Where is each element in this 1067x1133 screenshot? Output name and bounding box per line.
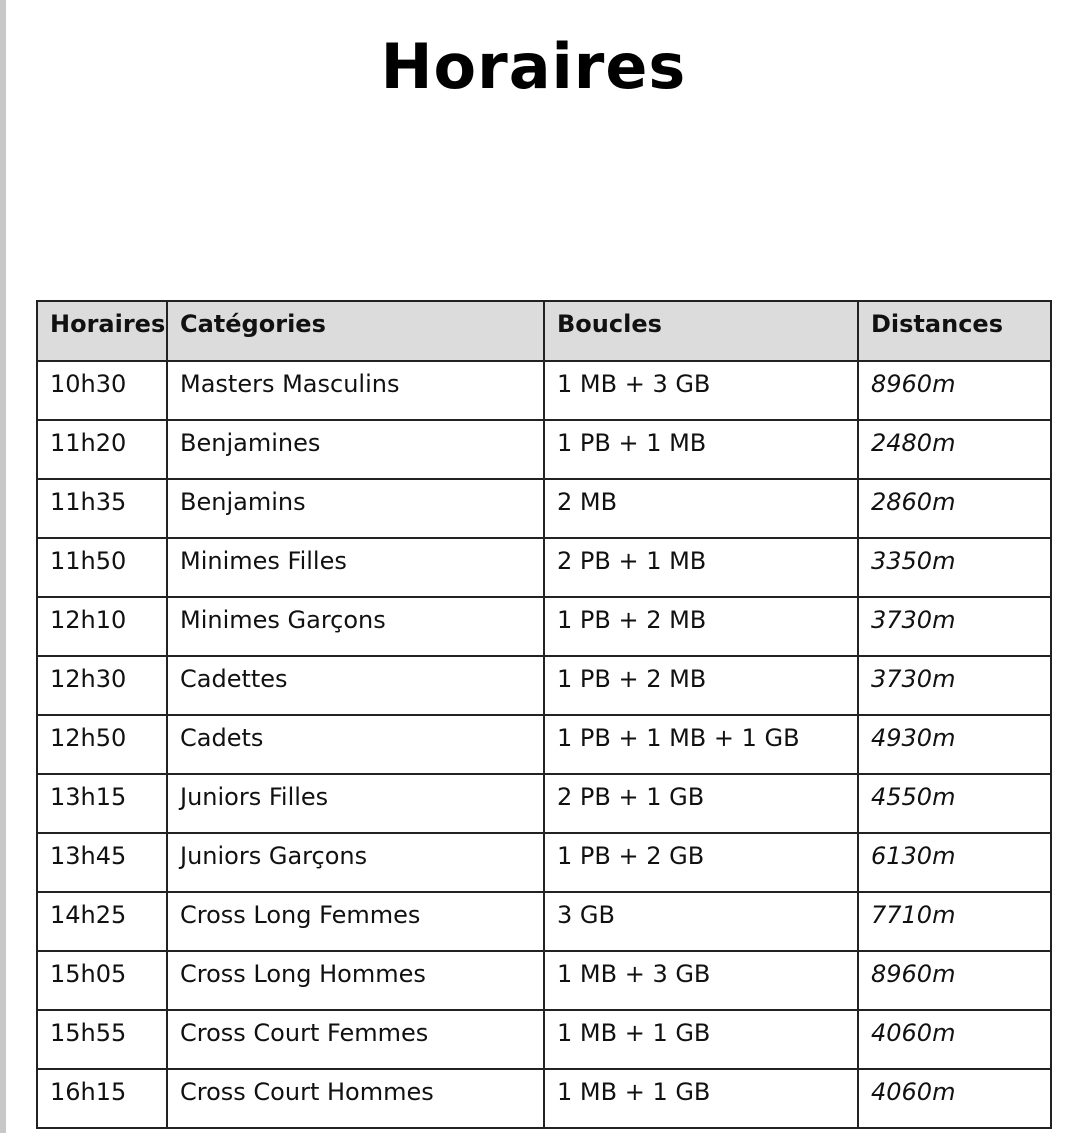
cell-time: 12h30 bbox=[37, 656, 167, 715]
cell-time: 12h10 bbox=[37, 597, 167, 656]
table-row bbox=[37, 479, 1051, 538]
cell-category: Cadets bbox=[167, 715, 544, 774]
cell-category: Benjamins bbox=[167, 479, 544, 538]
cell-time: 11h20 bbox=[37, 420, 167, 479]
cell-loops: 1 PB + 1 MB bbox=[544, 420, 858, 479]
header-distances: Distances bbox=[858, 301, 1051, 361]
cell-time: 12h50 bbox=[37, 715, 167, 774]
header-categories: Catégories bbox=[167, 301, 544, 361]
cell-loops: 1 MB + 1 GB bbox=[544, 1010, 858, 1069]
cell-time: 16h15 bbox=[37, 1069, 167, 1128]
cell-category: Cross Court Femmes bbox=[167, 1010, 544, 1069]
cell-distance: 4550m bbox=[858, 774, 1051, 833]
cell-category: Minimes Garçons bbox=[167, 597, 544, 656]
cell-category: Masters Masculins bbox=[167, 361, 544, 420]
table-row bbox=[37, 951, 1051, 1010]
cell-distance: 7710m bbox=[858, 892, 1051, 951]
header-boucles: Boucles bbox=[544, 301, 858, 361]
table-row bbox=[37, 892, 1051, 951]
table-header-row bbox=[37, 301, 1051, 361]
cell-category: Cross Court Hommes bbox=[167, 1069, 544, 1128]
cell-distance: 3730m bbox=[858, 656, 1051, 715]
cell-category: Cross Long Hommes bbox=[167, 951, 544, 1010]
cell-time: 11h50 bbox=[37, 538, 167, 597]
cell-category: Cross Long Femmes bbox=[167, 892, 544, 951]
table-row bbox=[37, 656, 1051, 715]
cell-loops: 2 MB bbox=[544, 479, 858, 538]
table-row bbox=[37, 361, 1051, 420]
header-horaires: Horaires bbox=[37, 301, 167, 361]
cell-time: 15h55 bbox=[37, 1010, 167, 1069]
table-row bbox=[37, 538, 1051, 597]
cell-distance: 8960m bbox=[858, 951, 1051, 1010]
cell-distance: 4930m bbox=[858, 715, 1051, 774]
table-row bbox=[37, 1010, 1051, 1069]
table-row bbox=[37, 774, 1051, 833]
cell-time: 11h35 bbox=[37, 479, 167, 538]
table-row bbox=[37, 833, 1051, 892]
table-row bbox=[37, 1069, 1051, 1128]
cell-loops: 3 GB bbox=[544, 892, 858, 951]
cell-time: 14h25 bbox=[37, 892, 167, 951]
cell-distance: 2480m bbox=[858, 420, 1051, 479]
left-edge-bar bbox=[0, 0, 6, 1133]
cell-loops: 1 PB + 2 MB bbox=[544, 597, 858, 656]
cell-loops: 2 PB + 1 MB bbox=[544, 538, 858, 597]
cell-category: Benjamines bbox=[167, 420, 544, 479]
cell-loops: 1 MB + 3 GB bbox=[544, 361, 858, 420]
cell-category: Juniors Filles bbox=[167, 774, 544, 833]
cell-time: 15h05 bbox=[37, 951, 167, 1010]
cell-distance: 3730m bbox=[858, 597, 1051, 656]
table-row bbox=[37, 597, 1051, 656]
cell-distance: 2860m bbox=[858, 479, 1051, 538]
cell-loops: 1 PB + 2 MB bbox=[544, 656, 858, 715]
cell-loops: 1 MB + 1 GB bbox=[544, 1069, 858, 1128]
cell-time: 13h45 bbox=[37, 833, 167, 892]
cell-distance: 6130m bbox=[858, 833, 1051, 892]
cell-loops: 1 MB + 3 GB bbox=[544, 951, 858, 1010]
cell-loops: 2 PB + 1 GB bbox=[544, 774, 858, 833]
table-row bbox=[37, 715, 1051, 774]
cell-category: Juniors Garçons bbox=[167, 833, 544, 892]
cell-category: Minimes Filles bbox=[167, 538, 544, 597]
cell-loops: 1 PB + 2 GB bbox=[544, 833, 858, 892]
schedule-table bbox=[36, 300, 1052, 1129]
cell-distance: 4060m bbox=[858, 1010, 1051, 1069]
page-title: Horaires bbox=[380, 30, 687, 103]
cell-time: 13h15 bbox=[37, 774, 167, 833]
cell-distance: 8960m bbox=[858, 361, 1051, 420]
table-row bbox=[37, 420, 1051, 479]
cell-distance: 3350m bbox=[858, 538, 1051, 597]
table-body bbox=[37, 361, 1051, 1128]
cell-distance: 4060m bbox=[858, 1069, 1051, 1128]
cell-loops: 1 PB + 1 MB + 1 GB bbox=[544, 715, 858, 774]
cell-category: Cadettes bbox=[167, 656, 544, 715]
cell-time: 10h30 bbox=[37, 361, 167, 420]
